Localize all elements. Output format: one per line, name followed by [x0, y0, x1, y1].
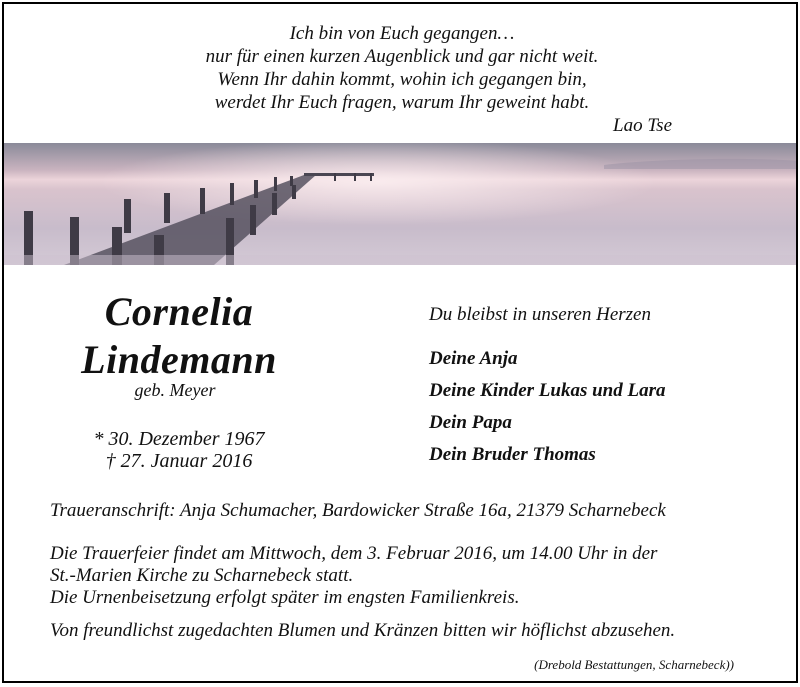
service-line-1: Die Trauerfeier findet am Mittwoch, dem 3. Februar 2016, um 14.00 Uhr in der [50, 543, 658, 564]
maiden-name: geb. Meyer [134, 380, 216, 400]
mourner-2: Deine Kinder Lukas und Lara [429, 380, 666, 401]
mourning-address: Traueranschrift: Anja Schumacher, Bardowicker Straße 16a, 21379 Scharnebeck [50, 500, 666, 521]
mourner-3: Dein Papa [429, 412, 512, 433]
poem-line-1: Ich bin von Euch gegangen… [289, 23, 515, 44]
first-name: Cornelia [104, 289, 254, 334]
service-line-3: Die Urnenbeisetzung erfolgt später im engsten Familienkreis. [50, 587, 520, 608]
obituary-notice [2, 2, 798, 683]
service-info [50, 543, 770, 609]
mourners-intro: Du bleibst in unseren Herzen [429, 304, 651, 325]
deceased-name [44, 288, 314, 384]
poem-line-2: nur für einen kurzen Augenblick und gar nicht weit. [205, 46, 599, 67]
poem-line-3: Wenn Ihr dahin kommt, wohin ich gegangen bin, [217, 69, 587, 90]
poem-author: Lao Tse [613, 115, 672, 136]
birth-date: * 30. Dezember 1967 [93, 428, 265, 450]
undertaker-credit: (Drebold Bestattungen, Scharnebeck)) [534, 657, 734, 672]
death-date: † 27. Januar 2016 [105, 450, 253, 472]
flowers-note: Von freundlichst zugedachten Blumen und Kränzen bitten wir höflichst abzusehen. [50, 620, 676, 641]
mourner-1: Deine Anja [429, 348, 518, 369]
service-line-2: St.-Marien Kirche zu Scharnebeck statt. [50, 565, 354, 586]
mourners-list [429, 343, 665, 471]
poem-line-4: werdet Ihr Euch fragen, warum Ihr geweint habt. [214, 92, 590, 113]
jetty-lake-photo [4, 143, 798, 265]
mourner-4: Dein Bruder Thomas [429, 444, 596, 465]
poem [4, 22, 798, 114]
life-dates [44, 428, 314, 472]
last-name: Lindemann [81, 337, 277, 382]
jetty-lake-image [4, 143, 798, 265]
